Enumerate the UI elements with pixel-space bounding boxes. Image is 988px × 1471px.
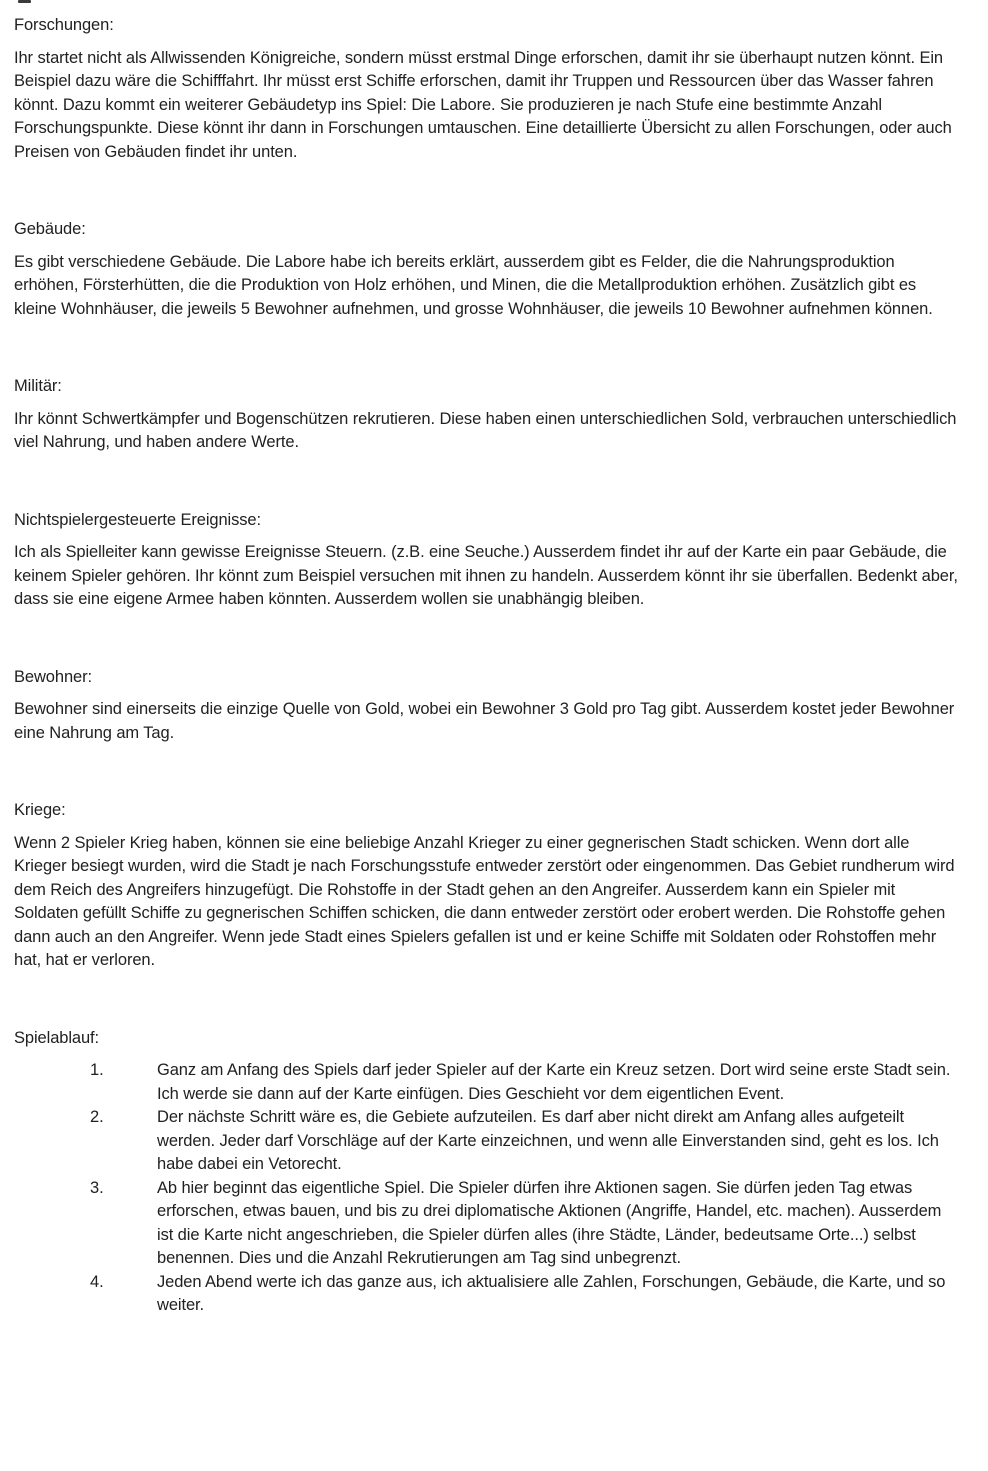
section-kriege <box>14 799 960 973</box>
list-item <box>90 1106 960 1177</box>
list-item <box>90 1059 960 1106</box>
list-item-number: 1. <box>90 1061 104 1079</box>
list-item <box>90 1177 960 1271</box>
list-item-text: Der nächste Schritt wäre es, die Gebiete aufzuteilen. Es darf aber nicht direkt am Anfang alles aufgeteilt werden. Jeder darf Vorschläge auf der Karte einzeichnen, und wenn alle Einverstanden sind, geht es los. Ich habe dabei ein Vetorecht. <box>157 1108 939 1173</box>
list-item-text: Jeden Abend werte ich das ganze aus, ich aktualisiere alle Zahlen, Forschungen, Gebäude, die Karte, und so weiter. <box>157 1272 946 1314</box>
section-paragraph: Wenn 2 Spieler Krieg haben, können sie eine beliebige Anzahl Krieger zu einer gegnerischen Stadt schicken. Wenn dort alle Krieger besiegt wurden, wird die Stadt je nach Forschungsstufe entweder zerstört oder eingenommen. Das Gebiet rundherum wird dem Reich des Angreifers hinzugefügt. Die Rohstoffe in der Stadt gehen an den Angreifer. Ausserdem kann ein Spieler mit Soldaten gefüllt Schiffe zu gegnerischen Schiffen schicken, die dann entweder zerstört oder erobert werden. Die Rohstoffe gehen dann auch an den Angreifer. Wenn jede Stadt eines Spielers gefallen ist und er keine Schiffe mit Soldaten oder Rohstoffen mehr hat, hat er verloren. <box>14 833 955 969</box>
section-heading: Kriege: <box>14 801 66 819</box>
section-forschungen <box>14 14 960 164</box>
section-heading: Bewohner: <box>14 667 92 686</box>
section-heading: Nichtspielergesteuerte Ereignisse: <box>14 510 261 529</box>
section-militaer <box>14 375 960 455</box>
list-item-text: Ganz am Anfang des Spiels darf jeder Spieler auf der Karte ein Kreuz setzen. Dort wird seine erste Stadt sein. Ich werde sie dann auf der Karte einfügen. Dies Geschieht vor dem eigentlichen Event. <box>157 1061 951 1103</box>
section-heading: Militär: <box>14 377 62 395</box>
section-paragraph: Bewohner sind einerseits die einzige Quelle von Gold, wobei ein Bewohner 3 Gold pro Tag gibt. Ausserdem kostet jeder Bewohner eine Nahrung am Tag. <box>14 700 955 742</box>
list-item-text: Ab hier beginnt das eigentliche Spiel. Die Spieler dürfen ihre Aktionen sagen. Sie dürfen jeden Tag etwas erforschen, etwas bauen, und bis zu drei diplomatische Aktionen (Angriffe, Handel, etc. machen). Ausserdem ist die Karte nicht angeschrieben, die Spieler dürfen alles (ihre Städte, Länder, bedeutsame Orte...) selbst benennen. Dies und die Anzahl Rekrutierungen am Tag sind unbegrenzt. <box>157 1178 942 1267</box>
spielablauf-list <box>14 1059 960 1318</box>
section-paragraph: Es gibt verschiedene Gebäude. Die Labore habe ich bereits erklärt, ausserdem gibt es Felder, die die Nahrungsproduktion erhöhen, Försterhütten, die die Produktion von Holz erhöhen, und Minen, die die Metallproduktion erhöhen. Zusätzlich gibt es kleine Wohnhäuser, die jeweils 5 Bewohner aufnehmen, und grosse Wohnhäuser, die jeweils 10 Bewohner aufnehmen können. <box>14 252 933 318</box>
section-heading: Spielablauf: <box>14 1028 100 1047</box>
section-heading: Gebäude: <box>14 220 86 238</box>
list-item-number: 4. <box>90 1272 104 1291</box>
section-paragraph: Ich als Spielleiter kann gewisse Ereignisse Steuern. (z.B. eine Seuche.) Ausserdem findet ihr auf der Karte ein paar Gebäude, die keinem Spieler gehören. Ihr könnt zum Beispiel versuchen mit ihnen zu handeln. Ausserdem könnt ihr sie überfallen. Bedenkt aber, dass sie eine eigene Armee haben könnten. Ausserdem wollen sie unabhängig bleiben. <box>14 543 958 608</box>
section-nichtspieler-ereignisse <box>14 509 960 612</box>
list-item-number: 2. <box>90 1108 104 1126</box>
section-paragraph: Ihr könnt Schwertkämpfer und Bogenschützen rekrutieren. Diese haben einen unterschiedlichen Sold, verbrauchen unterschiedlich viel Nahrung, und haben andere Werte. <box>14 409 957 451</box>
section-bewohner <box>14 666 960 746</box>
section-heading: Forschungen: <box>14 16 114 34</box>
section-paragraph: Ihr startet nicht als Allwissenden Königreiche, sondern müsst erstmal Dinge erforschen, damit ihr sie überhaupt nutzen könnt. Ein Beispiel dazu wäre die Schifffahrt. Ihr müsst erst Schiffe erforschen, damit ihr Truppen und Ressourcen über das Wasser fahren könnt. Dazu kommt ein weiterer Gebäudetyp ins Spiel: Die Labore. Sie produzieren je nach Stufe eine bestimmte Anzahl Forschungspunkte. Diese könnt ihr dann in Forschungen umtauschen. Eine detaillierte Übersicht zu allen Forschungen, oder auch Preisen von Gebäuden findet ihr unten. <box>14 48 952 161</box>
crop-artifact-mark <box>18 0 31 3</box>
section-gebaeude <box>14 218 960 321</box>
list-item-number: 3. <box>90 1178 104 1197</box>
section-spielablauf <box>14 1027 960 1318</box>
list-item <box>90 1271 960 1318</box>
